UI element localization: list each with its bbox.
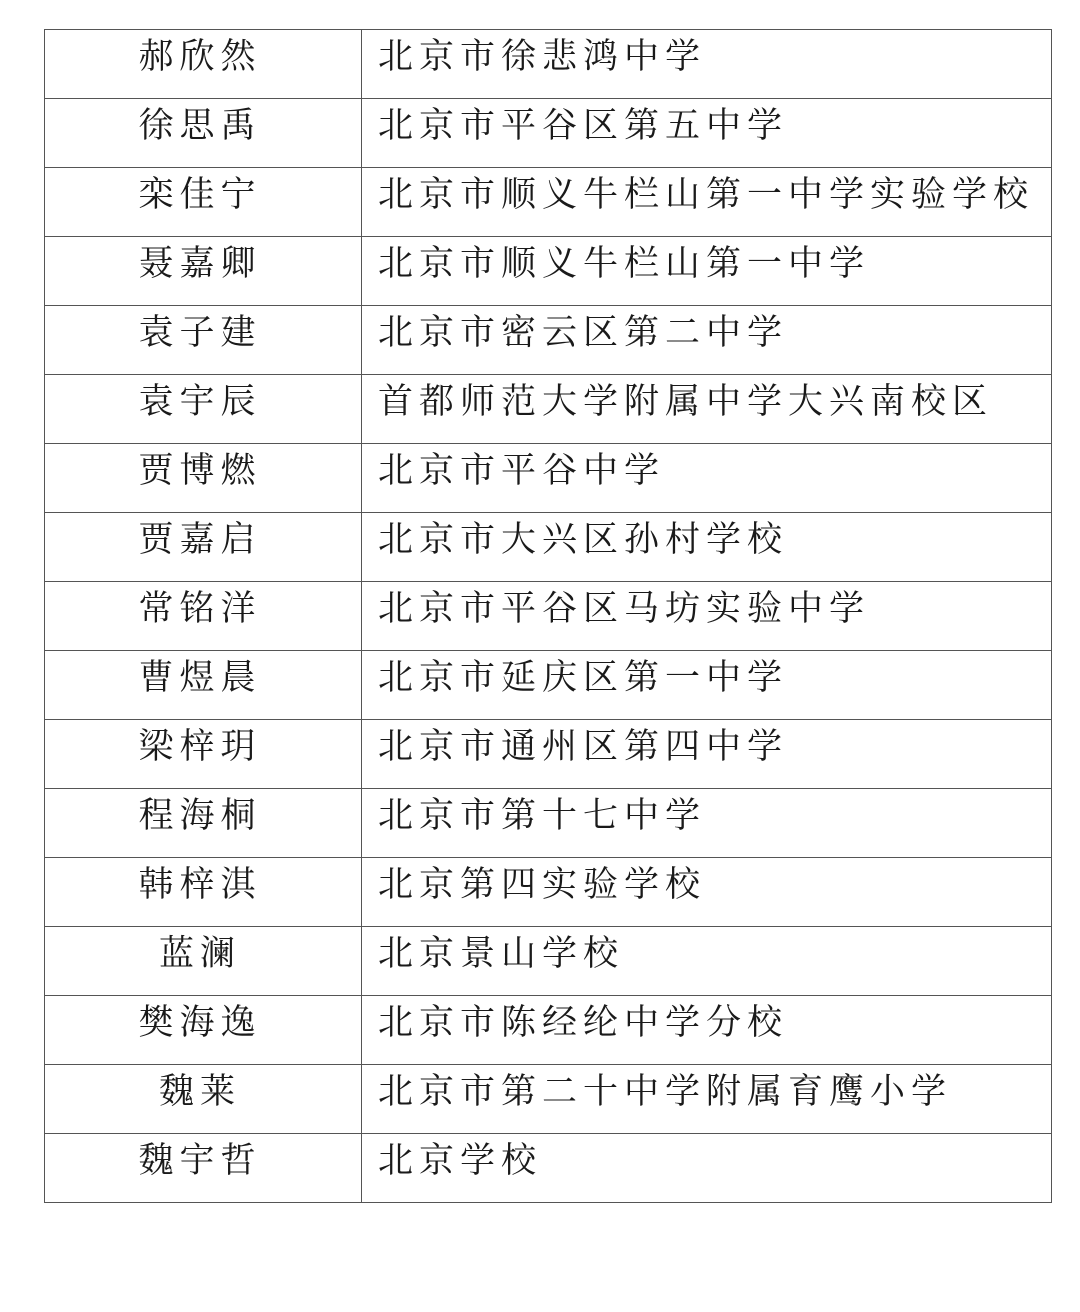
school-cell [362, 858, 1052, 927]
school-name: 北京市密云区第二中学 [378, 313, 789, 353]
student-name: 韩梓淇 [138, 865, 262, 905]
table-row [45, 513, 1052, 582]
table-row [45, 1065, 1052, 1134]
table-row [45, 996, 1052, 1065]
name-cell [45, 651, 362, 720]
school-cell [362, 582, 1052, 651]
school-name: 北京市第二十中学附属育鹰小学 [378, 1072, 953, 1112]
school-cell [362, 720, 1052, 789]
school-name: 北京市延庆区第一中学 [378, 658, 789, 698]
name-cell [45, 306, 362, 375]
roster-table [44, 29, 1052, 1203]
school-name: 首都师范大学附属中学大兴南校区 [378, 382, 994, 422]
table-row [45, 927, 1052, 996]
name-cell [45, 927, 362, 996]
name-cell [45, 1134, 362, 1203]
table-row [45, 582, 1052, 651]
school-name: 北京市通州区第四中学 [378, 727, 789, 767]
student-name: 袁宇辰 [138, 382, 262, 422]
student-name: 栾佳宁 [138, 175, 262, 215]
student-name: 梁梓玥 [138, 727, 262, 767]
school-name: 北京学校 [378, 1141, 543, 1181]
school-name: 北京市徐悲鸿中学 [378, 37, 707, 77]
table-row [45, 168, 1052, 237]
student-name: 魏宇哲 [138, 1141, 262, 1181]
student-name: 程海桐 [138, 796, 262, 836]
name-cell [45, 99, 362, 168]
student-name: 贾嘉启 [138, 520, 262, 560]
student-name: 常铭洋 [138, 589, 262, 629]
table-row [45, 306, 1052, 375]
school-name: 北京市顺义牛栏山第一中学实验学校 [378, 175, 1035, 215]
table-row [45, 99, 1052, 168]
student-name: 曹煜晨 [138, 658, 262, 698]
name-cell [45, 237, 362, 306]
school-cell [362, 444, 1052, 513]
name-cell [45, 582, 362, 651]
school-name: 北京市顺义牛栏山第一中学 [378, 244, 871, 284]
school-cell [362, 1134, 1052, 1203]
table-row [45, 1134, 1052, 1203]
school-name: 北京第四实验学校 [378, 865, 707, 905]
school-cell [362, 1065, 1052, 1134]
school-cell [362, 306, 1052, 375]
name-cell [45, 168, 362, 237]
name-cell [45, 720, 362, 789]
school-cell [362, 789, 1052, 858]
table-row [45, 651, 1052, 720]
school-cell [362, 30, 1052, 99]
school-cell [362, 237, 1052, 306]
school-name: 北京市平谷区第五中学 [378, 106, 789, 146]
table-row [45, 720, 1052, 789]
school-name: 北京市平谷中学 [378, 451, 666, 491]
school-name: 北京景山学校 [378, 934, 625, 974]
student-name: 蓝澜 [158, 934, 241, 974]
school-cell [362, 375, 1052, 444]
name-cell [45, 30, 362, 99]
school-cell [362, 996, 1052, 1065]
table-row [45, 237, 1052, 306]
school-name: 北京市陈经纶中学分校 [378, 1003, 789, 1043]
student-name: 徐思禹 [138, 106, 262, 146]
school-cell [362, 168, 1052, 237]
school-cell [362, 99, 1052, 168]
school-name: 北京市第十七中学 [378, 796, 707, 836]
school-name: 北京市大兴区孙村学校 [378, 520, 789, 560]
school-cell [362, 513, 1052, 582]
name-cell [45, 513, 362, 582]
student-name: 袁子建 [138, 313, 262, 353]
table-row [45, 375, 1052, 444]
student-name: 郝欣然 [138, 37, 262, 77]
student-name: 聂嘉卿 [138, 244, 262, 284]
student-name: 贾博燃 [138, 451, 262, 491]
table-row [45, 444, 1052, 513]
name-cell [45, 375, 362, 444]
school-name: 北京市平谷区马坊实验中学 [378, 589, 871, 629]
student-name: 魏莱 [158, 1072, 241, 1112]
school-cell [362, 651, 1052, 720]
name-cell [45, 1065, 362, 1134]
table-row [45, 789, 1052, 858]
table-row [45, 30, 1052, 99]
name-cell [45, 789, 362, 858]
school-cell [362, 927, 1052, 996]
table-row [45, 858, 1052, 927]
name-cell [45, 996, 362, 1065]
student-name: 樊海逸 [138, 1003, 262, 1043]
name-cell [45, 858, 362, 927]
name-cell [45, 444, 362, 513]
